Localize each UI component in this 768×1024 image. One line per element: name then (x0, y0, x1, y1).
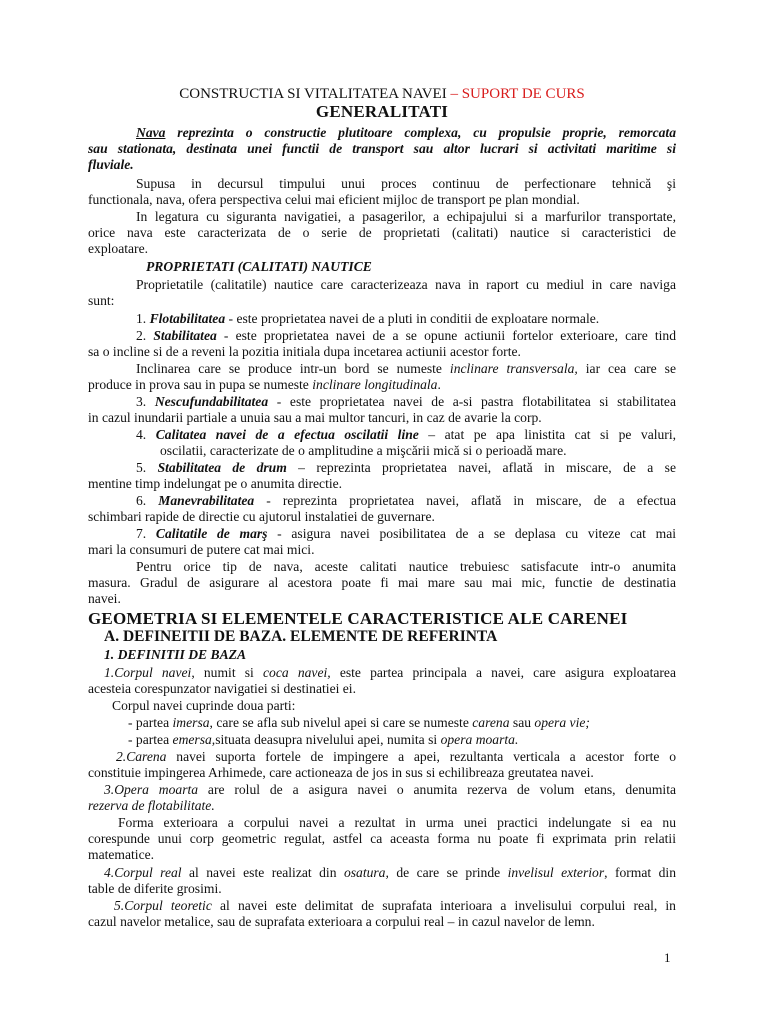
item-3: 3. Nescufundabilitatea - este proprietatea navei de a-si pastra flotabilitatea si stabilitatea (136, 394, 676, 409)
def1-line1: 1.Corpul navei, numit si coca navei, este partea principala a navei, care asigura exploatarea (104, 665, 676, 680)
p3-line2: orice nava este caracterizata de o serie de proprietati (calitati) nautice si caracteristici de (88, 225, 676, 240)
term-manevrabilitatea: Manevrabilitatea (158, 493, 255, 508)
item-5: 5. Stabilitatea de drum – reprezinta proprietatea navei, aflată in miscare, de a se (136, 460, 676, 475)
item-2-line2: sa o incline si de a reveni la pozitia initiala dupa incetarea actiunii acestor forte. (88, 344, 521, 359)
parts-intro: Corpul navei cuprinde doua parti: (112, 698, 296, 713)
p1-line1: Nava reprezinta o constructie plutitoare complexa, cu propulsie proprie, remorcata (136, 125, 676, 140)
p5-line2: masura. Gradul de asigurare al acestora poate fi mai mare sau mai mic, functie de destinatia (88, 575, 676, 590)
p6-line1: Forma exterioara a corpului navei a rezultat in urma unei practici indelungate si ea nu (118, 815, 676, 830)
p3-line3: exploatare. (88, 241, 149, 256)
page-number: 1 (664, 950, 671, 965)
item-4-line2: oscilatii, caracterizate de o amplitudine a mişcării mică si o perioadă mare. (160, 443, 567, 458)
item-3-line2: in cazul inundarii partiale a unuia sau a mai multor tancuri, in caz de avarie la corp. (88, 410, 542, 425)
heading-definitii-de-baza: 1. DEFINITII DE BAZA (104, 647, 247, 662)
def4-line1: 4.Corpul real al navei este realizat din osatura, de care se prinde invelisul exterior, format din (104, 865, 676, 880)
p3-line1: In legatura cu siguranta navigatiei, a pasagerilor, a echipajului si a marfurilor transportate, (136, 209, 676, 224)
title-suffix: – SUPORT DE CURS (446, 86, 585, 102)
item-6: 6. Manevrabilitatea - reprezinta proprietatea navei, aflată in miscare, de a efectua (136, 493, 676, 508)
item-6-line2: schimbari rapide de directie cu ajutorul instalatiei de guvernare. (88, 509, 435, 524)
p5-line1: Pentru orice tip de nava, aceste calitati nautice trebuiesc satisfacute intr-o anumita (136, 559, 676, 574)
item-7-line2: mari la consumuri de putere cat mai mici. (88, 542, 315, 557)
p6-line3: matematice. (88, 847, 155, 862)
p5-line3: navei. (88, 591, 121, 606)
p2-line2: functionala, nava, ofera perspectiva celui mai eficient mijloc de transport pe plan mondial. (88, 192, 580, 207)
p6-line2: corespunde unui corp geometric regulat, astfel ca aceasta forma nu poate fi exprimata prin relatii (88, 831, 676, 846)
def5-line2: cazul navelor metalice, sau de suprafata exterioara a corpului real – in cazul navelor de lemn. (88, 914, 595, 929)
term-stabilitatea-de-drum: Stabilitatea de drum (157, 460, 287, 475)
p2-line1: Supusa in decursul timpului unui proces continuu de perfectionare tehnică şi (136, 176, 676, 191)
def3-line2: rezerva de flotabilitate. (88, 798, 215, 813)
item-4: 4. Calitatea navei de a efectua oscilatii line – atat pe apa linistita cat si pe valuri, (136, 427, 676, 442)
p4-line2: sunt: (88, 293, 115, 308)
heading-definitii-de-baza-elemente: A. DEFINEITII DE BAZA. ELEMENTE DE REFERINTA (104, 629, 498, 645)
parts-emersa: - partea emersa,situata deasupra nivelului apei, numita si opera moarta. (128, 732, 519, 747)
def4-line2: table de diferite grosimi. (88, 881, 222, 896)
title-main: CONSTRUCTIA SI VITALITATEA NAVEI (179, 86, 447, 102)
p1-line3: fluviale. (88, 157, 134, 172)
def3-line1: 3.Opera moarta are rolul de a asigura navei o anumita rezerva de volum etans, denumita (104, 782, 676, 797)
inclinare-line1: Inclinarea care se produce intr-un bord se numeste inclinare transversala, iar cea care se (136, 361, 676, 376)
term-flotabilitatea: Flotabilitatea (149, 311, 226, 326)
item-1: 1. Flotabilitatea - este proprietatea navei de a pluti in conditii de exploatare normale. (136, 311, 600, 326)
term-calitatile-de-mars: Calitatile de marş (155, 526, 268, 541)
heading-geometria: GEOMETRIA SI ELEMENTELE CARACTERISTICE ALE CARENEI (88, 611, 628, 627)
item-7: 7. Calitatile de marş - asigura navei posibilitatea de a se deplasa cu viteze cat mai (136, 526, 676, 541)
p1-line2: sau stationata, destinata unei functii de transport sau altor lucrari si activitati maritime si (88, 141, 676, 156)
item-2: 2. Stabilitatea - este proprietatea navei de a se opune actiunii fortelor exterioare, care tind (136, 328, 676, 343)
document-title (88, 86, 676, 102)
term-nescufundabilitatea: Nescufundabilitatea (154, 394, 269, 409)
heading-proprietati: PROPRIETATI (CALITATI) NAUTICE (146, 259, 372, 274)
parts-imersa: - partea imersa, care se afla sub nivelul apei si care se numeste carena sau opera vie; (128, 715, 590, 730)
p1-term-nava: Nava (136, 125, 166, 140)
item-5-line2: mentine timp indelungat pe o anumita directie. (88, 476, 343, 491)
p4-line1: Proprietatile (calitatile) nautice care caracterizeaza nava in raport cu mediul in care naviga (136, 277, 676, 292)
term-stabilitatea: Stabilitatea (153, 328, 217, 343)
def5-line1: 5.Corpul teoretic al navei este delimitat de suprafata interioara a invelisului corpului real, in (114, 898, 676, 913)
term-oscilatii: Calitatea navei de a efectua oscilatii line (155, 427, 419, 442)
heading-generalitati: GENERALITATI (315, 104, 449, 120)
def2-line2: constituie impingerea Arhimede, care actioneaza de jos in sus si echilibreaza greutatea navei. (88, 765, 594, 780)
def1-line2: acesteia corespunzator navigatiei si destinatiei ei. (88, 681, 356, 696)
inclinare-line2: produce in prova sau in pupa se numeste inclinare longitudinala. (88, 377, 441, 392)
def2-line1: 2.Carena navei suporta fortele de impingere a apei, rezultanta verticala a acestor forte o (116, 749, 676, 764)
